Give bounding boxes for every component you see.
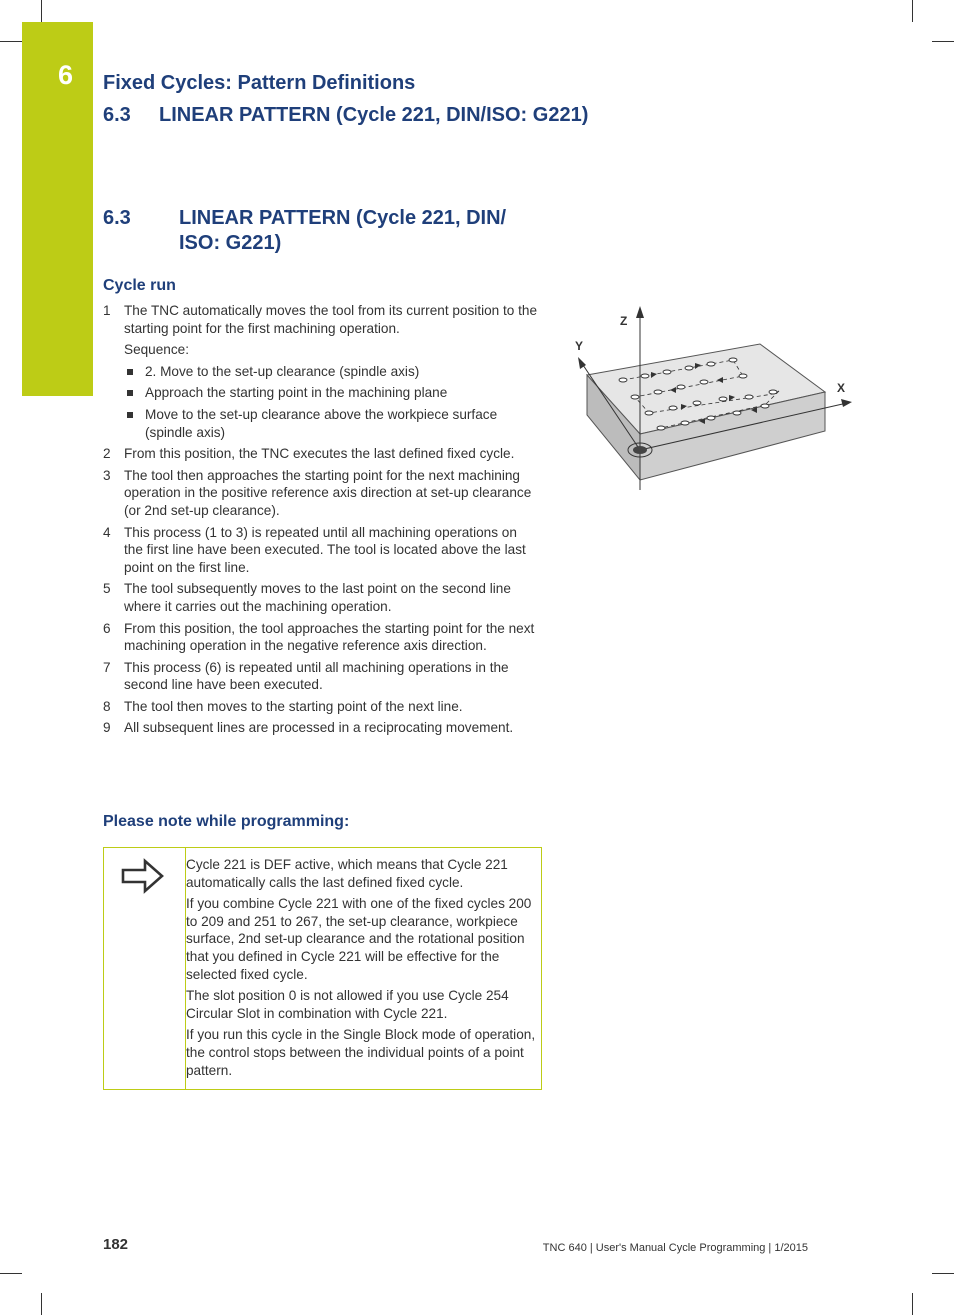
step-number: 4 [103,524,111,540]
note-box-border [103,848,104,1089]
crop-mark [41,1293,42,1315]
crop-mark [41,0,42,22]
bullet-item [124,406,538,441]
bullet-square-icon [127,390,133,396]
note-paragraph: The slot position 0 is not allowed if you use Cycle 254 Circular Slot in combination with Cycle 221. [186,988,509,1021]
step-number: 1 [103,303,111,318]
step-number: 6 [103,620,111,636]
running-section-title: LINEAR PATTERN (Cycle 221, DIN/ISO: G221) [159,104,589,126]
step-text: The tool then approaches the starting point for the next machining operation in the positive reference axis direction at set-up clearance (or 2nd set-up clearance). [124,467,532,518]
note-box [103,847,542,1090]
step-number: 8 [103,698,111,714]
step-text: This process (6) is repeated until all machining operations in the second line have been executed. [124,659,509,693]
step-text: The tool subsequently moves to the last point on the second line where it carries out the machining operation. [124,581,511,614]
footer-text: TNC 640 | User's Manual Cycle Programming | 1/2015 [542,1242,808,1254]
step-text: All subsequent lines are processed in a reciprocating movement. [124,720,514,736]
step-text: The tool then moves to the starting point of the next line. [124,698,463,714]
running-section-number: 6.3 [103,104,131,126]
step-text: From this position, the TNC executes the last defined fixed cycle. [124,446,515,462]
bullet-item [124,363,538,381]
step-number: 5 [103,581,111,597]
running-section-header [103,104,588,127]
step-item [103,620,538,655]
note-paragraph: Cycle 221 is DEF active, which means that Cycle 221 automatically calls the last defined fixed cycle. [186,857,508,890]
crop-mark [912,0,913,22]
sequence-label: Sequence: [124,342,190,358]
step-text: This process (1 to 3) is repeated until all machining operations on the first line have been executed. The tool is located above the last point on the first line. [124,524,526,575]
arrow-right-icon [121,858,165,894]
step-number: 7 [103,659,111,675]
x-axis-arrow-icon [841,399,852,407]
axis-label-z: Z [620,314,628,328]
crop-mark [932,1273,954,1274]
linear-pattern-figure [565,300,865,495]
bullet-text: Approach the starting point in the machining plane [145,385,448,401]
section-title-line2: ISO: G221) [179,232,282,254]
bullet-text: Move to the set-up clearance above the workpiece surface (spindle axis) [145,406,498,440]
step-number: 3 [103,467,111,483]
crop-mark [0,41,22,42]
step-text: From this position, the tool approaches the starting point for the next machining operation in the negative reference axis direction. [124,620,535,654]
note-heading: Please note while programming: [103,813,350,830]
crop-mark [912,1293,913,1315]
cycle-run-steps [103,302,538,741]
chapter-number: 6 [58,60,74,90]
step-item [103,698,538,716]
chapter-title: Fixed Cycles: Pattern Definitions [103,72,416,94]
axis-label-y: Y [575,339,584,353]
section-number: 6.3 [103,207,131,229]
step-item [103,659,538,694]
note-paragraph: If you run this cycle in the Single Block mode of operation, the control stops between the individual points of a point pattern. [186,1027,536,1078]
crop-mark [932,41,954,42]
note-text [186,856,536,1083]
page-number: 182 [103,1236,129,1253]
step-item [103,580,538,615]
step-text: The TNC automatically moves the tool from its current position to the starting point for the first machining operation. [124,303,538,336]
z-axis-arrow-icon [636,306,644,318]
origin-marker [633,446,647,454]
bullet-text: 2. Move to the set-up clearance (spindle axis) [145,363,420,379]
bullet-square-icon [127,412,133,418]
bullet-item [124,384,538,402]
cycle-run-heading: Cycle run [103,277,176,294]
section-title-line1: LINEAR PATTERN (Cycle 221, DIN/ [179,207,507,229]
step-number: 2 [103,446,111,462]
step-item [103,302,538,441]
crop-mark [0,1273,22,1274]
step-number: 9 [103,720,111,736]
step-item [103,445,538,463]
axis-label-x: X [837,381,846,395]
note-paragraph: If you combine Cycle 221 with one of the fixed cycles 200 to 209 and 251 to 267, the set-up clearance, workpiece surface, 2nd set-up clearance and the rotational position that you defined in Cycle 221 will be effective for the selected fixed cycle. [186,896,532,982]
step-item [103,719,538,737]
step-item [103,524,538,577]
step-item [103,467,538,520]
bullet-square-icon [127,369,133,375]
